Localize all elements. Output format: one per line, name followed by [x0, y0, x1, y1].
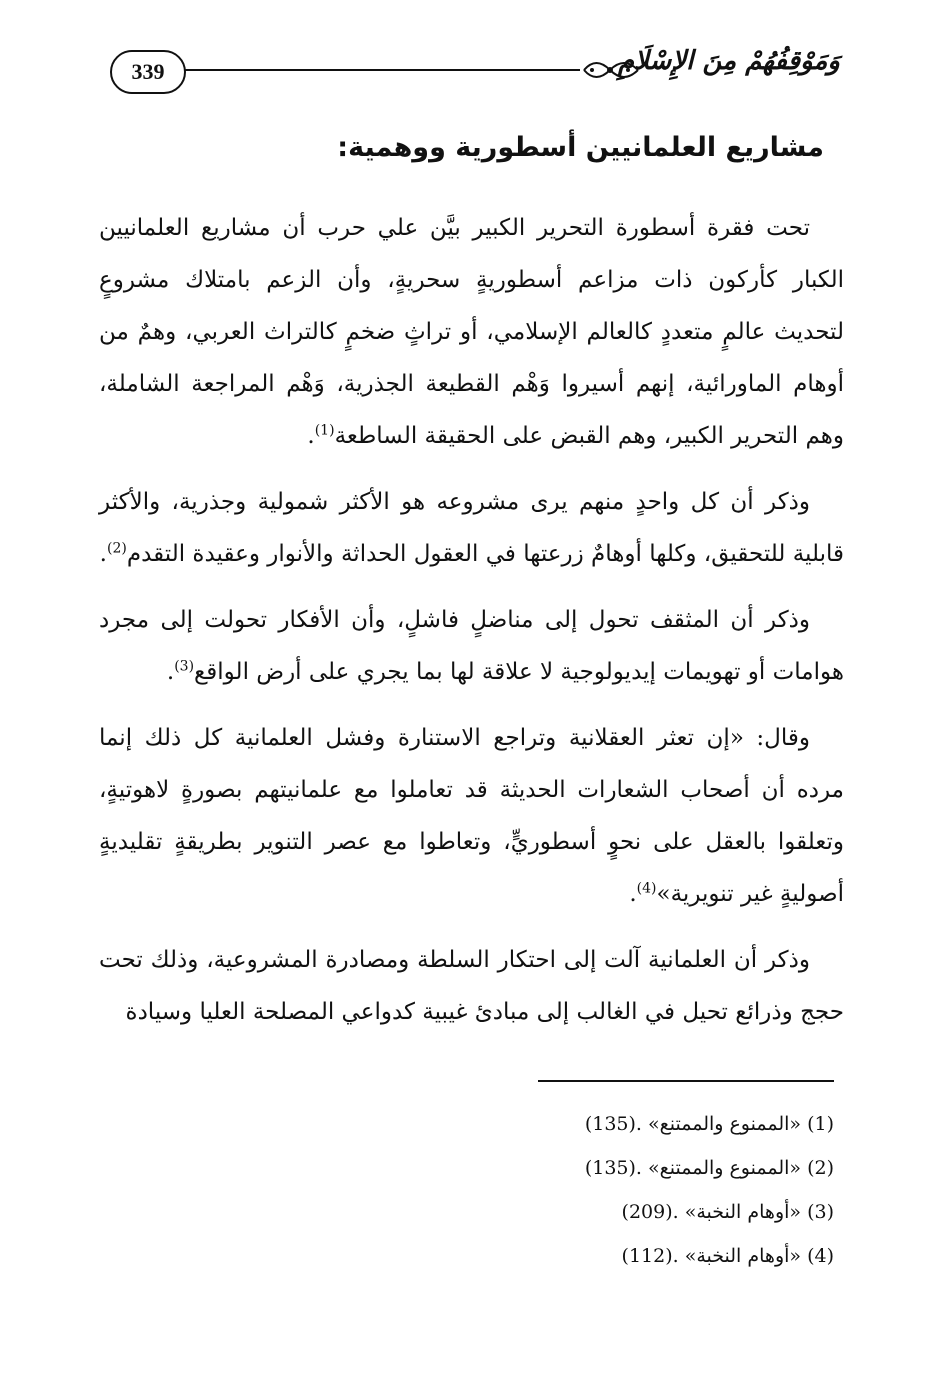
footnote: [334, 1146, 834, 1190]
footnote: [334, 1234, 834, 1278]
footnote-page: (209).: [621, 1201, 679, 1223]
footnote-number: (1): [807, 1113, 834, 1135]
footnote-source: «أوهام النخبة»: [684, 1245, 802, 1267]
paragraph: [99, 202, 844, 462]
footnote-ref: (2): [106, 540, 127, 557]
footnote: [334, 1102, 834, 1146]
footnote-page: (135).: [584, 1113, 642, 1135]
paragraph: [99, 712, 844, 920]
paragraph: [99, 594, 844, 698]
period: .: [629, 881, 637, 907]
footnote-ref: (3): [174, 658, 195, 675]
paragraph-text: تحت فقرة أسطورة التحرير الكبير بيَّن علي حرب أن مشاريع العلمانيين الكبار كأركون ذات مزاعم أسطوريةٍ سحريةٍ، وأن الزعم بامتلاك مشروعٍ لتحديث عالمٍ متعددٍ كالعالم الإسلامي، أو تراثٍ ضخمٍ كالتراث العربي، وهمٌ من أوهام الماورائية، إنهم أسيروا وَهْم القطيعة الجذرية، وَهْم المراجعة الشاملة، وهم التحرير الكبير، وهم القبض على الحقيقة الساطعة: [99, 215, 844, 449]
running-title: وَمَوْقِفُهُمْ مِنَ الإِسْلَامِ: [617, 46, 840, 76]
footnote-source: «أوهام النخبة»: [684, 1201, 802, 1223]
period: .: [166, 659, 175, 685]
header-rule: [184, 69, 580, 71]
page-number: 339: [110, 50, 186, 94]
footnote-number: (3): [807, 1201, 834, 1223]
footnote-source: «الممنوع والممتنع»: [648, 1113, 802, 1135]
footnote-ref: (4): [636, 880, 657, 897]
footnote-number: (2): [807, 1157, 834, 1179]
paragraph: [99, 476, 844, 580]
page-header: [100, 40, 840, 100]
period: .: [99, 541, 107, 567]
footnote: [334, 1190, 834, 1234]
paragraph-text: وقال: «إن تعثر العقلانية وتراجع الاستنارة وفشل العلمانية كل ذلك إنما مرده أن أصحاب الشعارات الحديثة قد تعاملوا مع علمانيتهم بصورةٍ لاهوتيةٍ، وتعلقوا بالعقل على نحوٍ أسطوريٍّ، وتعاطوا مع عصر التنوير بطريقةٍ تقليديةٍ أصوليةٍ غير تنويرية»: [99, 725, 844, 907]
footnotes: [334, 1102, 834, 1278]
body-text: [99, 202, 844, 1052]
paragraph: [99, 934, 844, 1038]
paragraph-text: وذكر أن المثقف تحول إلى مناضلٍ فاشلٍ، وأن الأفكار تحولت إلى مجرد هوامات أو تهويمات إيديولوجية لا علاقة لها بما يجري على أرض الواقع: [99, 607, 844, 685]
footnote-page: (135).: [584, 1157, 642, 1179]
section-heading: مشاريع العلمانيين أسطورية ووهمية:: [337, 132, 824, 163]
period: .: [307, 423, 315, 449]
paragraph-text: وذكر أن كل واحدٍ منهم يرى مشروعه هو الأكثر شمولية وجذرية، والأكثر قابلية للتحقيق، وكلها أوهامٌ زرعتها في العقول الحداثة والأنوار وعقيدة التقدم: [99, 489, 844, 567]
footnote-ref: (1): [314, 422, 335, 439]
paragraph-text: وذكر أن العلمانية آلت إلى احتكار السلطة ومصادرة المشروعية، وذلك تحت حجج وذرائع تحيل في الغالب إلى مبادئ غيبية كدواعي المصلحة العليا وسيادة: [99, 947, 844, 1025]
footnote-number: (4): [807, 1245, 834, 1267]
footnote-rule: [538, 1080, 834, 1082]
footnote-source: «الممنوع والممتنع»: [648, 1157, 802, 1179]
footnote-page: (112).: [621, 1245, 679, 1267]
